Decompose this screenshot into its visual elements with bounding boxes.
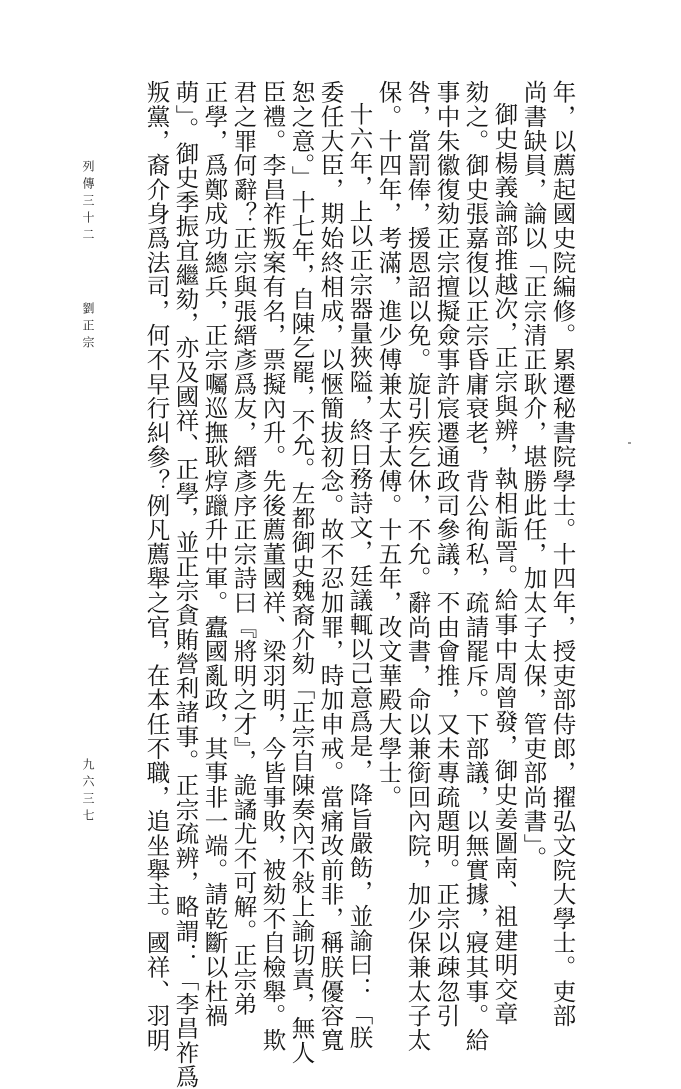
text-column-7: 保。十四年，考滿，進少傅兼太子太傅。十五年，改文華殿大學士。 [374, 80, 403, 809]
text-column-3: 御史楊義論部推越次，正宗與辨，執相詬詈。給事中周曾發，御史姜圖南、祖建明交章 [490, 102, 519, 1026]
subject-label: 劉正宗 [81, 302, 95, 353]
text-column-5: 事中朱徽復劾正宗擅擬僉事許宸遷通政司參議，不由會推，又未專疏題明。正宗以疎忽引 [432, 80, 461, 1028]
text-column-9: 委任大臣，期始終相成，以愜簡拔初念。故不忍加罪，時加申戒。當痛改前非，稱朕優容寬 [316, 80, 345, 1052]
text-column-2: 尚書缺員，論以「正宗清正耿介，堪勝此任，加太子太保，管吏部尚書」。 [519, 80, 548, 871]
text-column-4: 劾之。御史張嘉復以正宗昏庸衰老，背公徇私，疏請罷斥。下部議，以無實據，寢其事。給 [461, 80, 490, 1052]
page-number: 九六三七 [81, 758, 95, 826]
text-column-12: 君之罪何辭？正宗與張縉彥爲友，縉彥序正宗詩曰『將明之才』，詭譎尤不可解。正宗弟 [229, 80, 258, 1016]
text-column-13: 正學，爲鄭成功總兵，正宗囑巡撫耿焞躐升中軍。蠹國亂政，其事非一端。請乾斷以杜禍 [200, 80, 229, 1028]
text-column-8: 十六年，上以正宗器量狹隘，終日務詩文，廷議輒以己意爲是，降旨嚴飭，並諭曰：「朕 [345, 102, 374, 1050]
text-column-15: 叛黨，裔介身爲法司，何不早行糾參？例凡薦舉之官，在本任不職，追坐舉主。國祥、羽明 [142, 80, 171, 1052]
text-column-10: 恕之意。」十七年，自陳乞罷，不允。左都御史魏裔介劾「正宗自陳奏內不敍上諭切責，無人 [287, 80, 316, 1065]
text-column-1: 年，以薦起國史院編修。累遷秘書院學士。十四年，授吏部侍郎，擢弘文院大學士。吏部 [548, 80, 577, 1028]
text-column-6: 咎，當罰俸，援恩詔以免。旋引疾乞休，不允。辭尚書，命以兼銜回內院，加少保兼太子太 [403, 80, 432, 1052]
text-column-14: 萌」。御史季振宜繼劾，亦及國祥、正學，並正宗貪賄營利諸事。正宗疏辨，略謂：「李昌祚爲 [171, 80, 200, 1089]
chapter-label: 列傳三十二 [81, 160, 95, 245]
scan-speck [628, 442, 631, 444]
text-column-11: 臣禮。李昌祚叛案有名，票擬內升。先後薦董國祥、梁羽明，今皆事敗，被劾不自檢舉。欺 [258, 80, 287, 1052]
